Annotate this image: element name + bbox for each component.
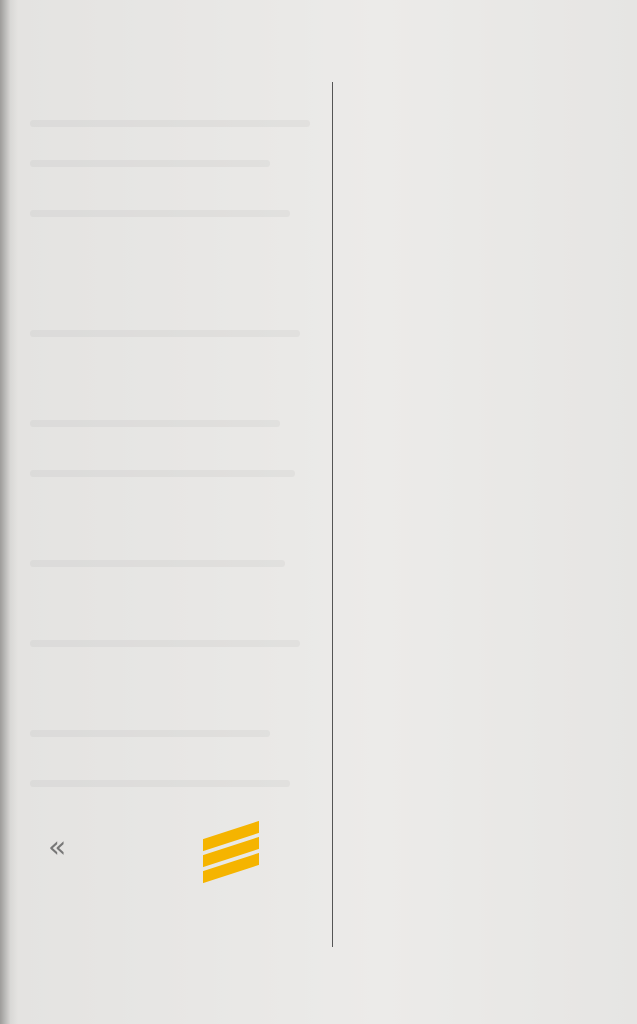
bleed-through [30,210,290,217]
column-divider [332,82,333,947]
book-stack-icon [203,822,263,878]
bleed-through [30,330,300,337]
setabook-logo [48,822,278,892]
bleed-through [30,730,270,737]
double-chevron-icon: « [48,830,67,865]
bleed-through [30,120,310,127]
bleed-through [30,470,295,477]
bleed-through [30,160,270,167]
bleed-through [30,560,285,567]
bleed-through [30,420,280,427]
bleed-through [30,780,290,787]
page-gutter [0,0,10,1024]
bleed-through [30,640,300,647]
